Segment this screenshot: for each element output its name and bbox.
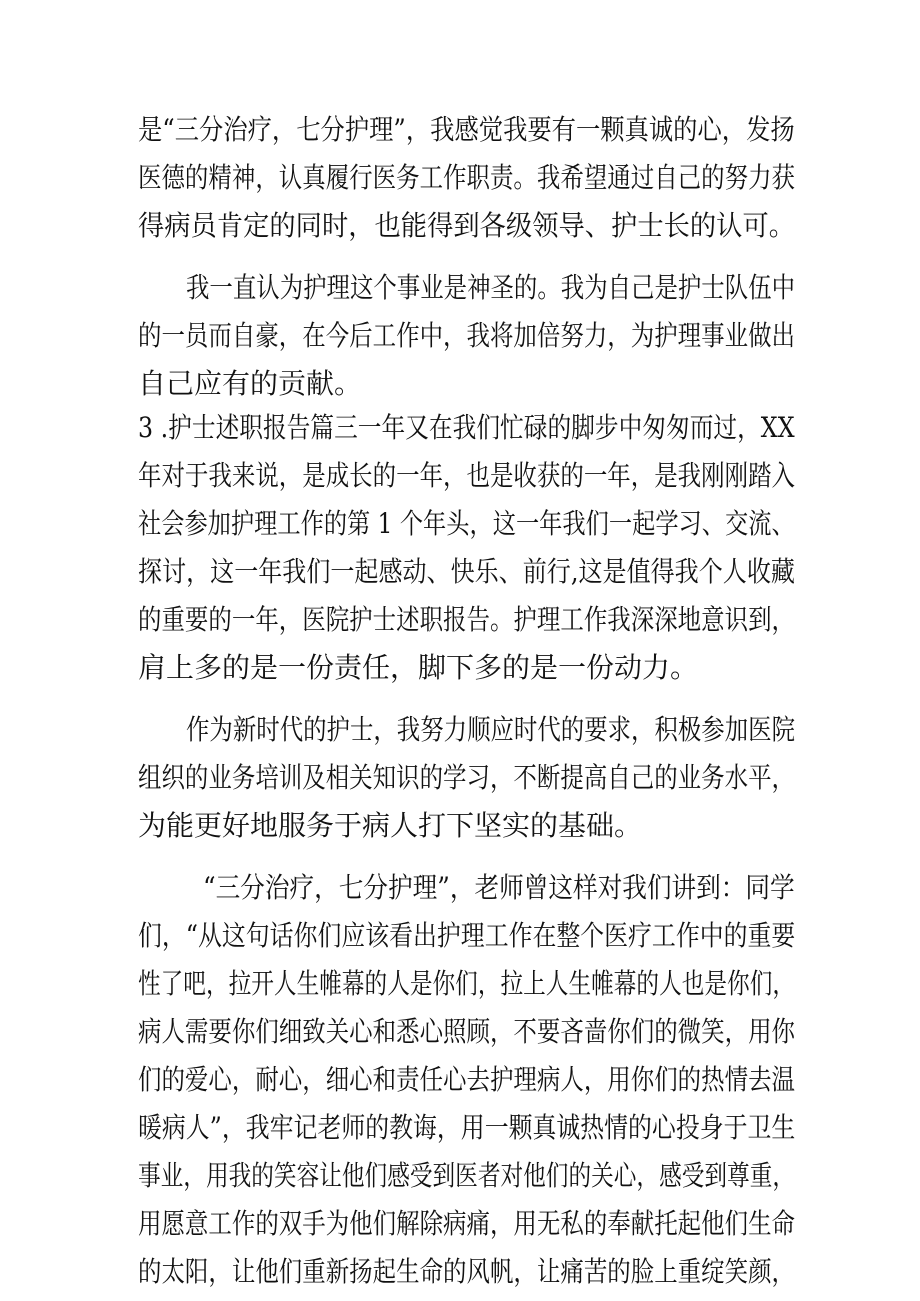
text-line: 的重要的一年，医院护士述职报告。护理工作我深深地意识到， — [138, 603, 796, 636]
text-line: 病人需要你们细致关心和悉心照顾，不要吝啬你们的微笑，用你 — [138, 1015, 796, 1048]
text-line: 探讨，这一年我们一起感动、快乐、前行,这是值得我个人收藏 — [138, 555, 795, 588]
text-line: 组织的业务培训及相关知识的学习，不断提高自己的业务水平， — [138, 761, 796, 794]
text-line: 的太阳，让他们重新扬起生命的风帆，让痛苦的脸上重绽笑颜， — [138, 1255, 796, 1288]
text-line: 自己应有的贡献。 — [138, 367, 363, 400]
section-heading-line: 3 .护士述职报告篇三一年又在我们忙碌的脚步中匆匆而过，XX — [138, 411, 795, 444]
text-line: “三分治疗，七分护理”，老师曾这样对我们讲到：同学 — [203, 871, 795, 904]
text-line: 医德的精神，认真履行医务工作职责。我希望通过自己的努力获 — [138, 161, 796, 194]
text-line: 为能更好地服务于病人打下坚实的基础。 — [138, 809, 643, 842]
text-line: 性了吧，拉开人生帷幕的人是你们，拉上人生帷幕的人也是你们， — [138, 967, 796, 1000]
text-line: 们的爱心，耐心，细心和责任心去护理病人，用你们的热情去温 — [138, 1063, 796, 1096]
text-line: 得病员肯定的同时，也能得到各级领导、护士长的认可。 — [138, 209, 796, 242]
text-line: 年对于我来说，是成长的一年，也是收获的一年，是我刚刚踏入 — [138, 459, 796, 492]
text-line: 事业，用我的笑容让他们感受到医者对他们的关心，感受到尊重， — [138, 1159, 796, 1192]
text-line: 作为新时代的护士，我努力顺应时代的要求，积极参加医院 — [186, 713, 796, 746]
text-line: 们，“从这句话你们应该看出护理工作在整个医疗工作中的重要 — [138, 919, 796, 952]
text-line: 我一直认为护理这个事业是神圣的。我为自己是护士队伍中 — [186, 271, 796, 304]
text-line: 社会参加护理工作的第 1 个年头，这一年我们一起学习、交流、 — [138, 507, 795, 540]
text-line: 是“三分治疗，七分护理”，我感觉我要有一颗真诚的心，发扬 — [138, 113, 795, 146]
text-line: 暖病人”，我牢记老师的教诲，用一颗真诚热情的心投身于卫生 — [138, 1111, 796, 1144]
text-line: 用愿意工作的双手为他们解除病痛，用无私的奉献托起他们生命 — [138, 1207, 796, 1240]
text-line: 的一员而自豪，在今后工作中，我将加倍努力，为护理事业做出 — [138, 319, 796, 352]
text-line: 肩上多的是一份责任，脚下多的是一份动力。 — [138, 651, 699, 684]
